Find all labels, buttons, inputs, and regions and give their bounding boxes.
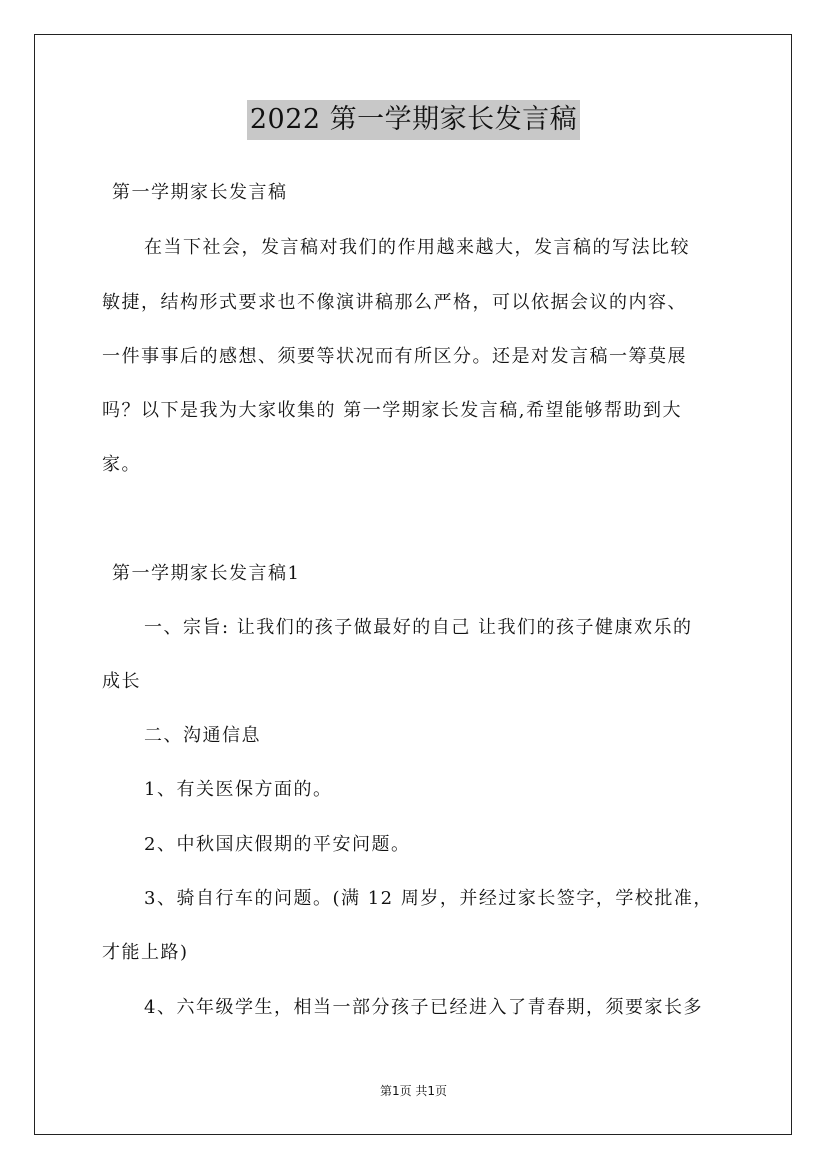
document-title: 2022 第一学期家长发言稿 (247, 100, 580, 140)
paragraph-line: 家。 (102, 454, 141, 475)
paragraph-line: 一、宗旨: 让我们的孩子做最好的自己 让我们的孩子健康欢乐的 (144, 617, 693, 638)
paragraph-line: 一件事事后的感想、须要等状况而有所区分。还是对发言稿一筹莫展 (102, 346, 687, 367)
paragraph-line: 敏捷，结构形式要求也不像演讲稿那么严格，可以依据会议的内容、 (102, 292, 687, 313)
section-heading: 第一学期家长发言稿 (112, 182, 288, 203)
list-item: 3、骑自行车的问题。(满 12 周岁，并经过家长签字，学校批准， (144, 888, 713, 909)
paragraph-line: 才能上路) (102, 942, 189, 963)
title-container (0, 100, 827, 140)
list-item: 1、有关医保方面的。 (144, 779, 333, 800)
list-item: 2、中秋国庆假期的平安问题。 (144, 834, 411, 855)
paragraph-line: 在当下社会，发言稿对我们的作用越来越大，发言稿的写法比较 (144, 237, 690, 258)
page-footer: 第1页 共1页 (379, 1084, 448, 1098)
list-item: 4、六年级学生，相当一部分孩子已经进入了青春期，须要家长多 (144, 997, 703, 1018)
list-heading: 二、沟通信息 (144, 725, 261, 746)
paragraph-line: 成长 (102, 671, 141, 692)
section-heading: 第一学期家长发言稿1 (112, 563, 301, 584)
paragraph-line: 吗？以下是我为大家收集的 第一学期家长发言稿,希望能够帮助到大 (102, 400, 682, 421)
